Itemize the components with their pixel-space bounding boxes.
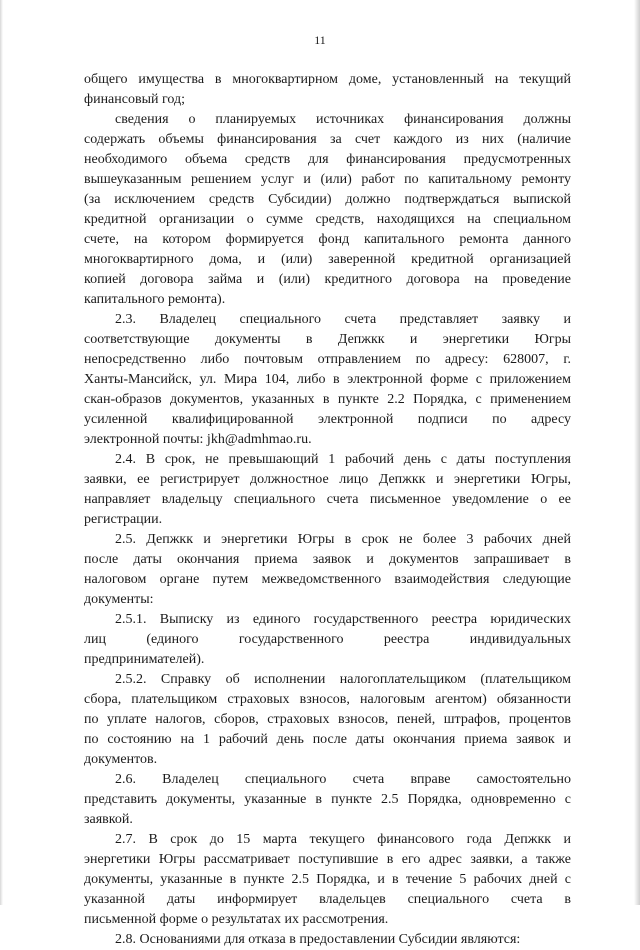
text-line: непосредственно либо почтовым отправлением по адресу: 628007, г. — [84, 352, 571, 367]
text-line: счете, на котором формируется фонд капитального ремонта данного — [84, 232, 571, 247]
text-line: 2.4. В срок, не превышающий 1 рабочий день с даты поступления — [115, 452, 571, 467]
text-line: документов. — [84, 752, 158, 767]
text-line: общего имущества в многоквартирном доме, установленный на текущий — [84, 72, 571, 87]
text-line: лиц (единого государственного реестра индивидуальных — [84, 632, 571, 647]
text-line: 2.8. Основаниями для отказа в предоставлении Субсидии являются: — [115, 932, 521, 947]
text-line: 2.6. Владелец специального счета вправе самостоятельно — [115, 772, 571, 787]
text-line: письменной форме о результатах их рассмотрения. — [84, 912, 389, 927]
text-line: документы: — [84, 592, 154, 607]
page-number: 11 — [314, 33, 326, 47]
text-line: 2.3. Владелец специального счета представляет заявку и — [115, 312, 571, 327]
text-line: документы, указанные в пункте 2.5 Порядка, и в течение 5 рабочих дней с — [84, 872, 571, 887]
text-line: регистрации. — [84, 512, 163, 527]
text-line: сведения о планируемых источниках финансирования должны — [115, 112, 571, 127]
text-line: 2.5.1. Выписку из единого государственного реестра юридических — [115, 612, 571, 627]
text-line: налоговом органе путем межведомственного взаимодействия следующие — [84, 572, 571, 587]
text-line: заявкой. — [84, 812, 133, 827]
text-line: предпринимателей). — [84, 652, 205, 667]
text-line: 2.7. В срок до 15 марта текущего финансового года Депжкк и — [115, 832, 571, 847]
text-line: 2.5.2. Справку об исполнении налогоплательщиком (плательщиком — [115, 672, 571, 687]
scan-edge-left — [0, 0, 3, 905]
text-line: финансовый год; — [84, 92, 185, 107]
text-line: скан-образов документов, указанных в пункте 2.2 Порядка, с применением — [84, 392, 571, 407]
text-line: направляет владельцу специального счета письменное уведомление о ее — [84, 492, 571, 507]
text-line: (за исключением средств Субсидии) должно подтверждаться выпиской — [84, 192, 571, 207]
text-line: копией договора займа и (или) кредитного договора на проведение — [84, 272, 571, 287]
text-line: по уплате налогов, сборов, страховых взносов, пеней, штрафов, процентов — [84, 712, 571, 727]
text-line: после даты окончания приема заявок и документов запрашивает в — [84, 552, 571, 567]
text-line: по состоянию на 1 рабочий день после даты окончания приема заявок и — [84, 732, 571, 747]
text-line: указанной даты информирует владельцев специального счета в — [84, 892, 571, 907]
scan-edge-right — [634, 0, 640, 905]
document-body — [84, 70, 571, 950]
text-line: необходимого объема средств для финансирования предусмотренных — [84, 152, 571, 167]
text-line: усиленной квалифицированной электронной подписи по адресу — [84, 412, 571, 427]
text-line: Ханты-Мансийск, ул. Мира 104, либо в электронной форме с приложением — [84, 372, 571, 387]
text-line: вышеуказанным решением услуг и (или) работ по капитальному ремонту — [84, 172, 571, 187]
text-line: кредитной организации о сумме средств, находящихся на специальном — [84, 212, 571, 227]
text-line: представить документы, указанные в пункте 2.5 Порядка, одновременно с — [84, 792, 571, 807]
text-line: 2.5. Депжкк и энергетики Югры в срок не более 3 рабочих дней — [115, 532, 571, 547]
text-line: многоквартирного дома, и (или) заверенной кредитной организацией — [84, 252, 571, 267]
text-line: содержать объемы финансирования за счет каждого из них (наличие — [84, 132, 571, 147]
text-line: сбора, плательщиком страховых взносов, налоговым агентом) обязанности — [84, 692, 571, 707]
text-line: капитального ремонта). — [84, 292, 226, 307]
text-line: энергетики Югры рассматривает поступившие в его адрес заявки, а также — [84, 852, 571, 867]
text-line: заявки, ее регистрирует должностное лицо Депжкк и энергетики Югры, — [84, 472, 571, 487]
text-line: соответствующие документы в Депжкк и энергетики Югры — [84, 332, 571, 347]
text-line: электронной почты: jkh@admhmao.ru. — [84, 432, 312, 447]
